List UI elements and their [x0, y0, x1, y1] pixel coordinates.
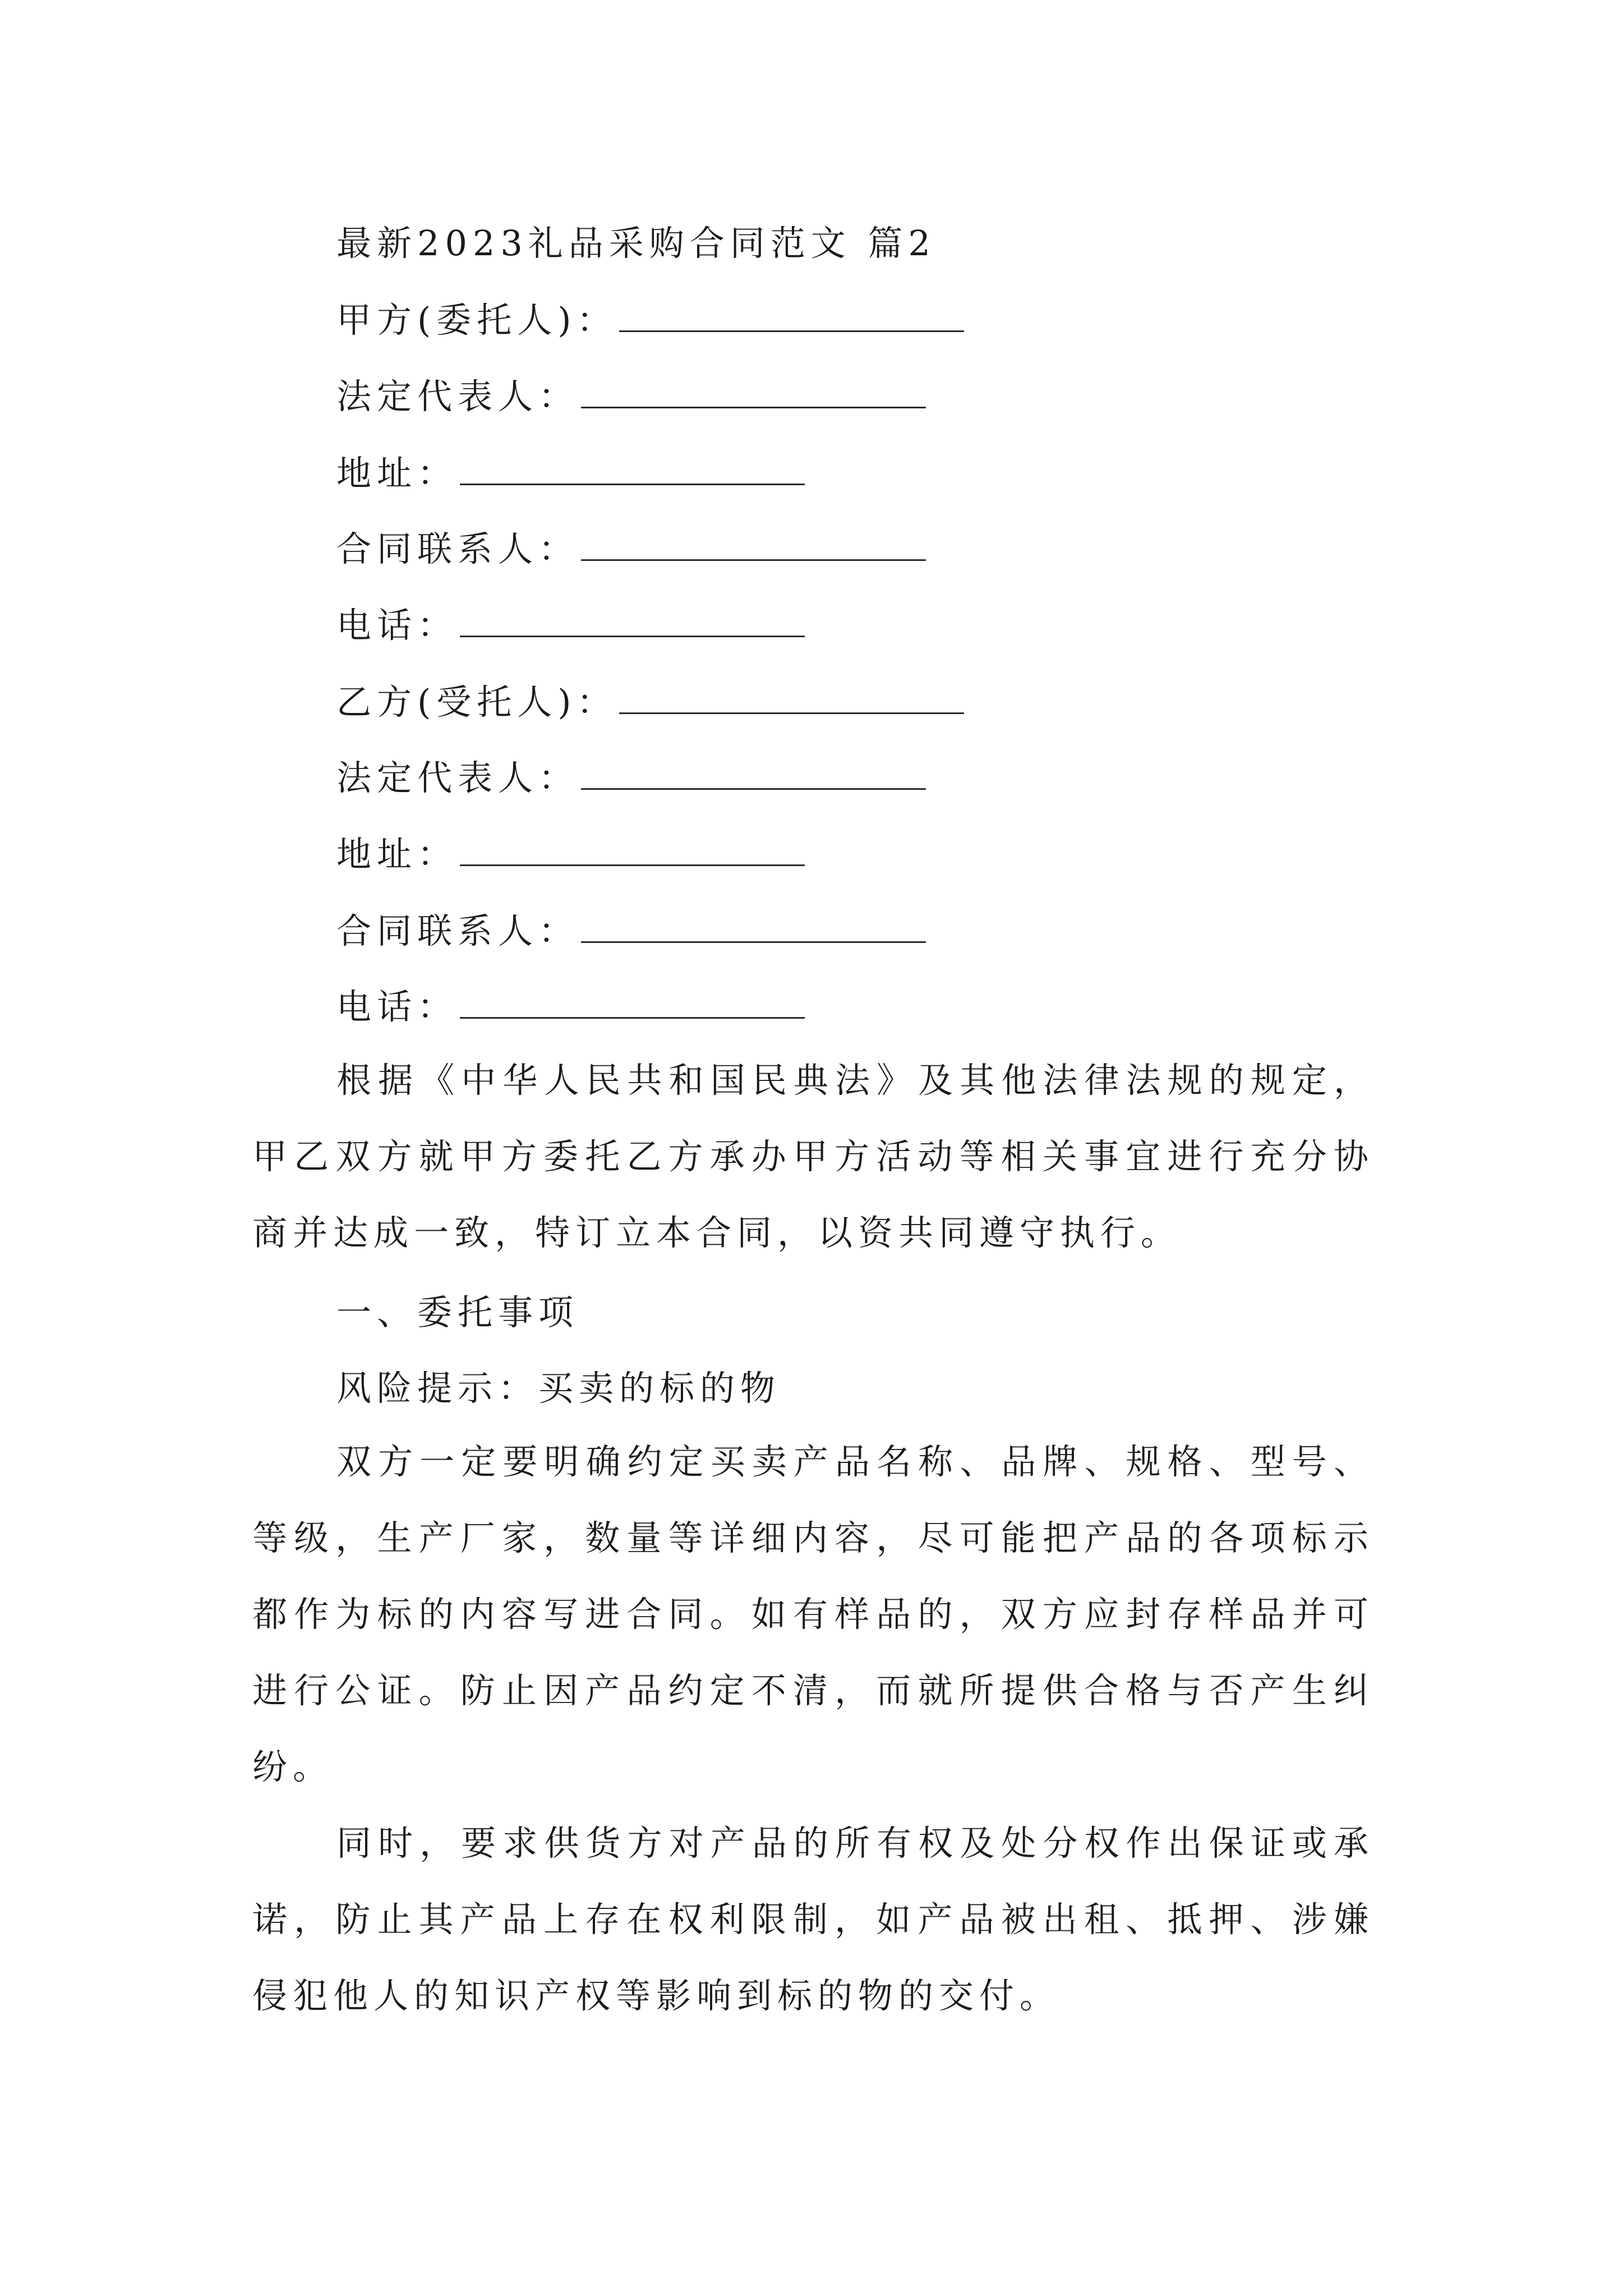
field-label: 电话： — [336, 605, 458, 646]
blank-underline — [581, 373, 926, 408]
field-label: 电话： — [336, 986, 458, 1027]
party-b-rep-field — [336, 753, 926, 803]
party-a-contact-field — [336, 524, 926, 574]
blank-underline — [460, 602, 805, 637]
party-b-contact-field — [336, 907, 926, 956]
section-heading: 一、委托事项 — [336, 1292, 579, 1333]
risk-heading: 风险提示：买卖的标的物 — [336, 1368, 781, 1409]
risk-paragraph: 双方一定要明确约定买卖产品名称、品牌、规格、型号、等级，生产厂家，数量等详细内容，尽可能把产品的各项标示都作为标的内容写进合同。如有样品的，双方应封存样品并可进行公证。防止因产品约定不清，而就所提供合格与否产生纠纷。 — [252, 1441, 1374, 1787]
blank-underline — [619, 297, 964, 332]
party-a-address-field — [336, 449, 805, 498]
blank-underline — [581, 526, 926, 561]
field-label: 乙方(受托人)： — [336, 682, 617, 723]
document-title: 最新2023礼品采购合同范文 篇2 — [336, 223, 936, 264]
party-a-header-field — [336, 296, 964, 345]
blank-underline — [581, 908, 926, 943]
party-a-phone-field — [336, 601, 805, 650]
field-label: 地址： — [336, 834, 458, 875]
field-label: 地址： — [336, 453, 458, 494]
field-label: 甲方(委托人)： — [336, 300, 617, 341]
party-b-phone-field — [336, 982, 805, 1032]
blank-underline — [460, 983, 805, 1019]
field-label: 合同联系人： — [336, 528, 579, 569]
party-a-rep-field — [336, 372, 926, 421]
blank-underline — [581, 754, 926, 790]
blank-underline — [460, 831, 805, 866]
risk-paragraph-continued: 同时，要求供货方对产品的所有权及处分权作出保证或承诺，防止其产品上存在权利限制，如产品被出租、抵押、涉嫌侵犯他人的知识产权等影响到标的物的交付。 — [252, 1823, 1374, 2016]
blank-underline — [460, 450, 805, 485]
blank-underline — [619, 679, 964, 714]
field-label: 法定代表人： — [336, 757, 579, 798]
intro-paragraph: 根据《中华人民共和国民典法》及其他法律法规的规定，甲乙双方就甲方委托乙方承办甲方活动等相关事宜进行充分协商并达成一致，特订立本合同，以资共同遵守执行。 — [252, 1060, 1374, 1253]
party-b-header-field — [336, 678, 964, 727]
field-label: 法定代表人： — [336, 376, 579, 417]
field-label: 合同联系人： — [336, 910, 579, 951]
party-b-address-field — [336, 830, 805, 879]
